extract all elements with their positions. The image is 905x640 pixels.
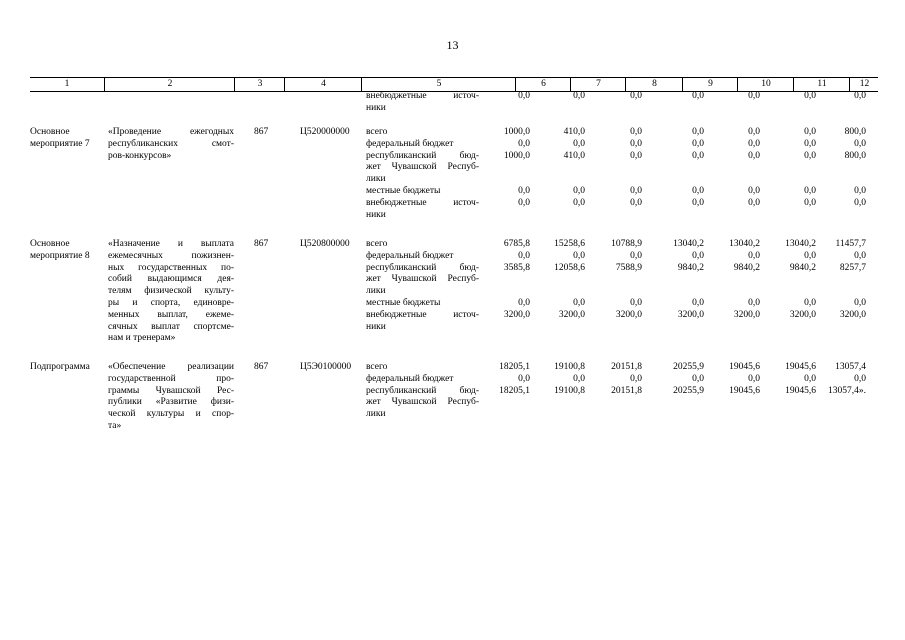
row-type-line: Основное [30,127,70,137]
value-cell: 19045,6 [785,362,816,372]
source-label [366,298,479,310]
value-cell: 20151,8 [611,362,642,372]
value-cell: 0,0 [854,197,866,208]
value-cell: 1000,0 [503,127,530,137]
source-label-line: жет Чувашской Респуб- [366,397,479,408]
value-cell: 13057,4 [835,362,866,372]
row-name-line: ры и спорта, единовре- [108,297,234,308]
value-cell: 15258,6 [554,239,585,249]
value-cell: 0,0 [748,150,760,161]
row-name-line: республиканских смот- [108,138,234,149]
row-type-line: Подпрограмма [30,362,90,372]
value-cell: 8257,7 [839,262,866,273]
row-name-line: «Обеспечение реализации [108,362,234,372]
table-header [30,77,878,92]
value-cell: 0,0 [573,186,585,196]
value-cell: 800,0 [844,127,866,137]
value-cell: 0,0 [854,91,866,101]
value-cell: 9840,2 [677,262,704,273]
value-cell: 0,0 [692,91,704,101]
value-cell: 0,0 [518,373,530,384]
value-cell: 11457,7 [835,239,866,249]
row-name-line: нам и тренерам» [108,333,176,344]
value-cell: 0,0 [692,197,704,208]
source-label [366,151,479,186]
source-label-line: федеральный бюджет [366,138,454,149]
value-cell: 0,0 [804,373,816,384]
source-label-line: жет Чувашской Респуб- [366,162,479,173]
source-label-line: республиканский бюд- [366,262,479,273]
value-cell: 0,0 [854,373,866,384]
source-label-line: ники [366,321,386,332]
page-number: 13 [446,38,459,52]
header-cell-8: 8 [625,78,683,91]
header-cell-11: 11 [793,78,850,91]
value-cell: 3200,0 [503,309,530,320]
source-label [366,263,479,298]
value-cell: 19045,6 [729,362,760,372]
source-label-line: внебюджетные источ- [366,309,479,320]
value-cell: 0,0 [804,127,816,137]
value-cell: 6785,8 [503,239,530,249]
header-cell-5: 5 [361,78,516,91]
value-cell: 410,0 [563,150,585,161]
value-cell: 0,0 [518,138,530,149]
source-label [366,251,479,263]
value-cell: 9840,2 [789,262,816,273]
source-label [366,91,479,115]
value-cell: 7588,9 [615,262,642,273]
value-cell: 20255,9 [673,385,704,396]
value-cell: 10788,9 [611,239,642,249]
budget-code: Ц520800000 [300,239,350,249]
ministry-code: 867 [254,239,269,249]
value-cell: 13040,2 [785,239,816,249]
value-cell: 3200,0 [558,309,585,320]
source-label [366,374,479,386]
row-name-line: государственной про- [108,373,234,384]
header-cell-7: 7 [570,78,626,91]
value-cell: 9840,2 [733,262,760,273]
value-cell: 0,0 [692,150,704,161]
value-cell: 0,0 [748,373,760,384]
row-name [108,362,234,433]
value-cell: 19100,8 [554,385,585,396]
value-cell: 410,0 [563,127,585,137]
source-label-line: федеральный бюджет [366,250,454,261]
value-cell: 0,0 [630,91,642,101]
value-cell: 0,0 [573,197,585,208]
row-name-line: публики «Развитие физи- [108,397,234,408]
value-cell: 0,0 [518,298,530,308]
source-label [366,186,479,198]
value-cell: 0,0 [630,373,642,384]
row-name-line: «Назначение и выплата [108,239,234,249]
value-cell: 0,0 [854,138,866,149]
budget-code: Ц520000000 [300,127,350,137]
value-cell: 0,0 [748,197,760,208]
source-label-line: внебюджетные источ- [366,197,479,208]
header-cell-9: 9 [682,78,738,91]
row-name-line: ческой культуры и спор- [108,409,234,420]
value-cell: 3200,0 [677,309,704,320]
row-type-line: Основное [30,239,70,249]
value-cell: 0,0 [748,298,760,308]
source-label-line: лики [366,174,386,185]
value-cell: 0,0 [804,138,816,149]
header-cell-4: 4 [284,78,362,91]
row-name-line: менных выплат, ежеме- [108,309,234,320]
source-label-line: ники [366,209,386,220]
row-type [30,239,104,263]
row-name-line: граммы Чувашской Рес- [108,385,234,396]
source-label-line: республиканский бюд- [366,150,479,161]
header-cell-2: 2 [104,78,235,91]
value-cell: 0,0 [573,91,585,101]
header-cell-6: 6 [515,78,571,91]
row-name-line: сячных выплат спортсме- [108,321,234,332]
value-cell: 13040,2 [729,239,760,249]
source-label-line: всего [366,362,388,372]
value-cell: 0,0 [804,298,816,308]
value-cell: 18205,1 [499,362,530,372]
value-cell: 0,0 [854,298,866,308]
value-cell: 0,0 [854,186,866,196]
source-label-line: лики [366,286,386,297]
row-name [108,127,234,162]
value-cell: 0,0 [630,186,642,196]
value-cell: 0,0 [630,197,642,208]
value-cell: 0,0 [692,250,704,261]
source-label-line: лики [366,409,386,420]
row-name [108,239,234,345]
value-cell: 0,0 [692,373,704,384]
value-cell: 19045,6 [729,385,760,396]
source-label [366,386,479,421]
value-cell: 0,0 [518,197,530,208]
budget-code: Ц5Э0100000 [300,362,352,372]
value-cell: 0,0 [573,250,585,261]
value-cell: 0,0 [748,91,760,101]
value-cell: 19100,8 [554,362,585,372]
value-cell: 13040,2 [673,239,704,249]
value-cell: 0,0 [804,250,816,261]
value-cell: 0,0 [692,298,704,308]
value-cell: 0,0 [518,186,530,196]
value-cell: 0,0 [573,373,585,384]
header-cell-3: 3 [234,78,285,91]
source-label-line: местные бюджеты [366,186,441,196]
value-cell: 0,0 [748,250,760,261]
source-label [366,139,479,151]
value-cell: 0,0 [630,127,642,137]
value-cell: 0,0 [630,250,642,261]
header-cell-1: 1 [64,79,70,89]
value-cell: 0,0 [518,250,530,261]
value-cell: 0,0 [630,150,642,161]
value-cell: 3200,0 [789,309,816,320]
value-cell: 0,0 [748,138,760,149]
source-label-line: республиканский бюд- [366,385,479,396]
source-label [366,198,479,222]
row-type-line: мероприятие 8 [30,250,90,261]
value-cell: 0,0 [804,186,816,196]
value-cell: 0,0 [630,138,642,149]
row-name-line: телям физической культу- [108,286,234,297]
row-name-line: ежемесячных пожизнен- [108,250,234,261]
value-cell: 0,0 [573,298,585,308]
source-label-line: всего [366,127,388,137]
ministry-code: 867 [254,127,269,137]
source-label-line: федеральный бюджет [366,373,454,384]
row-type [30,362,104,374]
value-cell: 0,0 [518,91,530,101]
value-cell: 20151,8 [611,385,642,396]
value-cell: 0,0 [692,138,704,149]
header-cell-12: 12 [849,78,879,91]
value-cell: 1000,0 [503,150,530,161]
row-name-line: ров-конкурсов» [108,150,172,161]
source-label-line: жет Чувашской Респуб- [366,274,479,285]
row-type [30,127,104,151]
value-cell: 0,0 [630,298,642,308]
value-cell: 0,0 [804,150,816,161]
value-cell: 13057,4». [828,385,866,396]
value-cell: 20255,9 [673,362,704,372]
value-cell: 0,0 [573,138,585,149]
source-label-line: внебюджетные источ- [366,91,479,101]
value-cell: 19045,6 [785,385,816,396]
row-name-line: ных государственных по- [108,262,234,273]
value-cell: 18205,1 [499,385,530,396]
value-cell: 3200,0 [733,309,760,320]
value-cell: 0,0 [854,250,866,261]
value-cell: 0,0 [804,197,816,208]
header-cell-10: 10 [737,78,794,91]
source-label-line: всего [366,239,388,249]
value-cell: 0,0 [748,127,760,137]
row-name-line: «Проведение ежегодных [108,127,234,137]
value-cell: 3585,8 [503,262,530,273]
source-label [366,239,479,251]
source-label [366,127,479,139]
value-cell: 0,0 [804,91,816,101]
source-label-line: местные бюджеты [366,298,441,308]
value-cell: 0,0 [748,186,760,196]
source-label [366,310,479,334]
ministry-code: 867 [254,362,269,372]
value-cell: 800,0 [844,150,866,161]
value-cell: 0,0 [692,127,704,137]
row-name-line: та» [108,420,122,431]
value-cell: 0,0 [692,186,704,196]
source-label [366,362,479,374]
value-cell: 12058,6 [554,262,585,273]
value-cell: 3200,0 [615,309,642,320]
value-cell: 3200,0 [839,309,866,320]
row-name-line: собий выдающимся дея- [108,274,234,285]
source-label-line: ники [366,102,386,113]
row-type-line: мероприятие 7 [30,138,90,149]
